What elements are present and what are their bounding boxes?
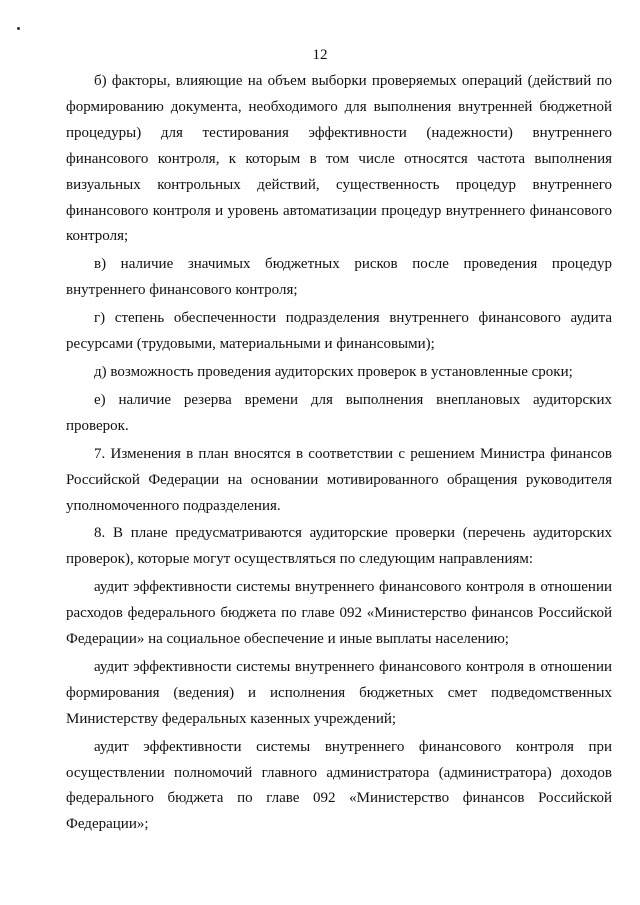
paragraph-item-v: в) наличие значимых бюджетных рисков после проведения процедур внутреннего финансового контроля; <box>66 256 612 299</box>
paragraph-audit-direction-2: аудит эффективности системы внутреннего финансового контроля в отношении формирования (ведения) и исполнения бюджетных смет подведомственных Министерству федеральных казенных учреждений; <box>66 658 612 727</box>
paragraph-item-e: е) наличие резерва времени для выполнения внеплановых аудиторских проверок. <box>66 391 612 434</box>
document-body <box>66 69 612 840</box>
paragraph-audit-direction-1: аудит эффективности системы внутреннего финансового контроля в отношении расходов федерального бюджета по главе 092 «Министерство финансов Российской Федерации» на социальное обеспечение и иные выплаты населению; <box>66 579 612 648</box>
paragraph-clause-8: 8. В плане предусматриваются аудиторские проверки (перечень аудиторских проверок), которые могут осуществляться по следующим направлениям: <box>66 525 612 568</box>
paragraph-item-d: д) возможность проведения аудиторских проверок в установленные сроки; <box>94 363 573 380</box>
page-number: 12 <box>312 47 328 63</box>
paragraph-item-b: б) факторы, влияющие на объем выборки проверяемых операций (действий по формированию документа, необходимого для выполнения внутренней бюджетной процедуры) для тестирования эффективности (надежности) внутреннего финансового контроля, к которым в том числе относятся частота выполнения визуальных контрольных действий, существенность процедур внутреннего финансового контроля и уровень автоматизации процедур внутреннего финансового контроля; <box>66 73 612 245</box>
scan-speck <box>17 27 20 30</box>
paragraph-audit-direction-3: аудит эффективности системы внутреннего финансового контроля при осуществлении полномочий главного администратора (администратора) доходов федерального бюджета по главе 092 «Министерство финансов Российской Федерации»; <box>66 738 612 833</box>
paragraph-item-g: г) степень обеспеченности подразделения внутреннего финансового аудита ресурсами (трудовыми, материальными и финансовыми); <box>66 310 612 353</box>
paragraph-clause-7: 7. Изменения в план вносятся в соответствии с решением Министра финансов Российской Федерации на основании мотивированного обращения руководителя уполномоченного подразделения. <box>66 445 612 514</box>
